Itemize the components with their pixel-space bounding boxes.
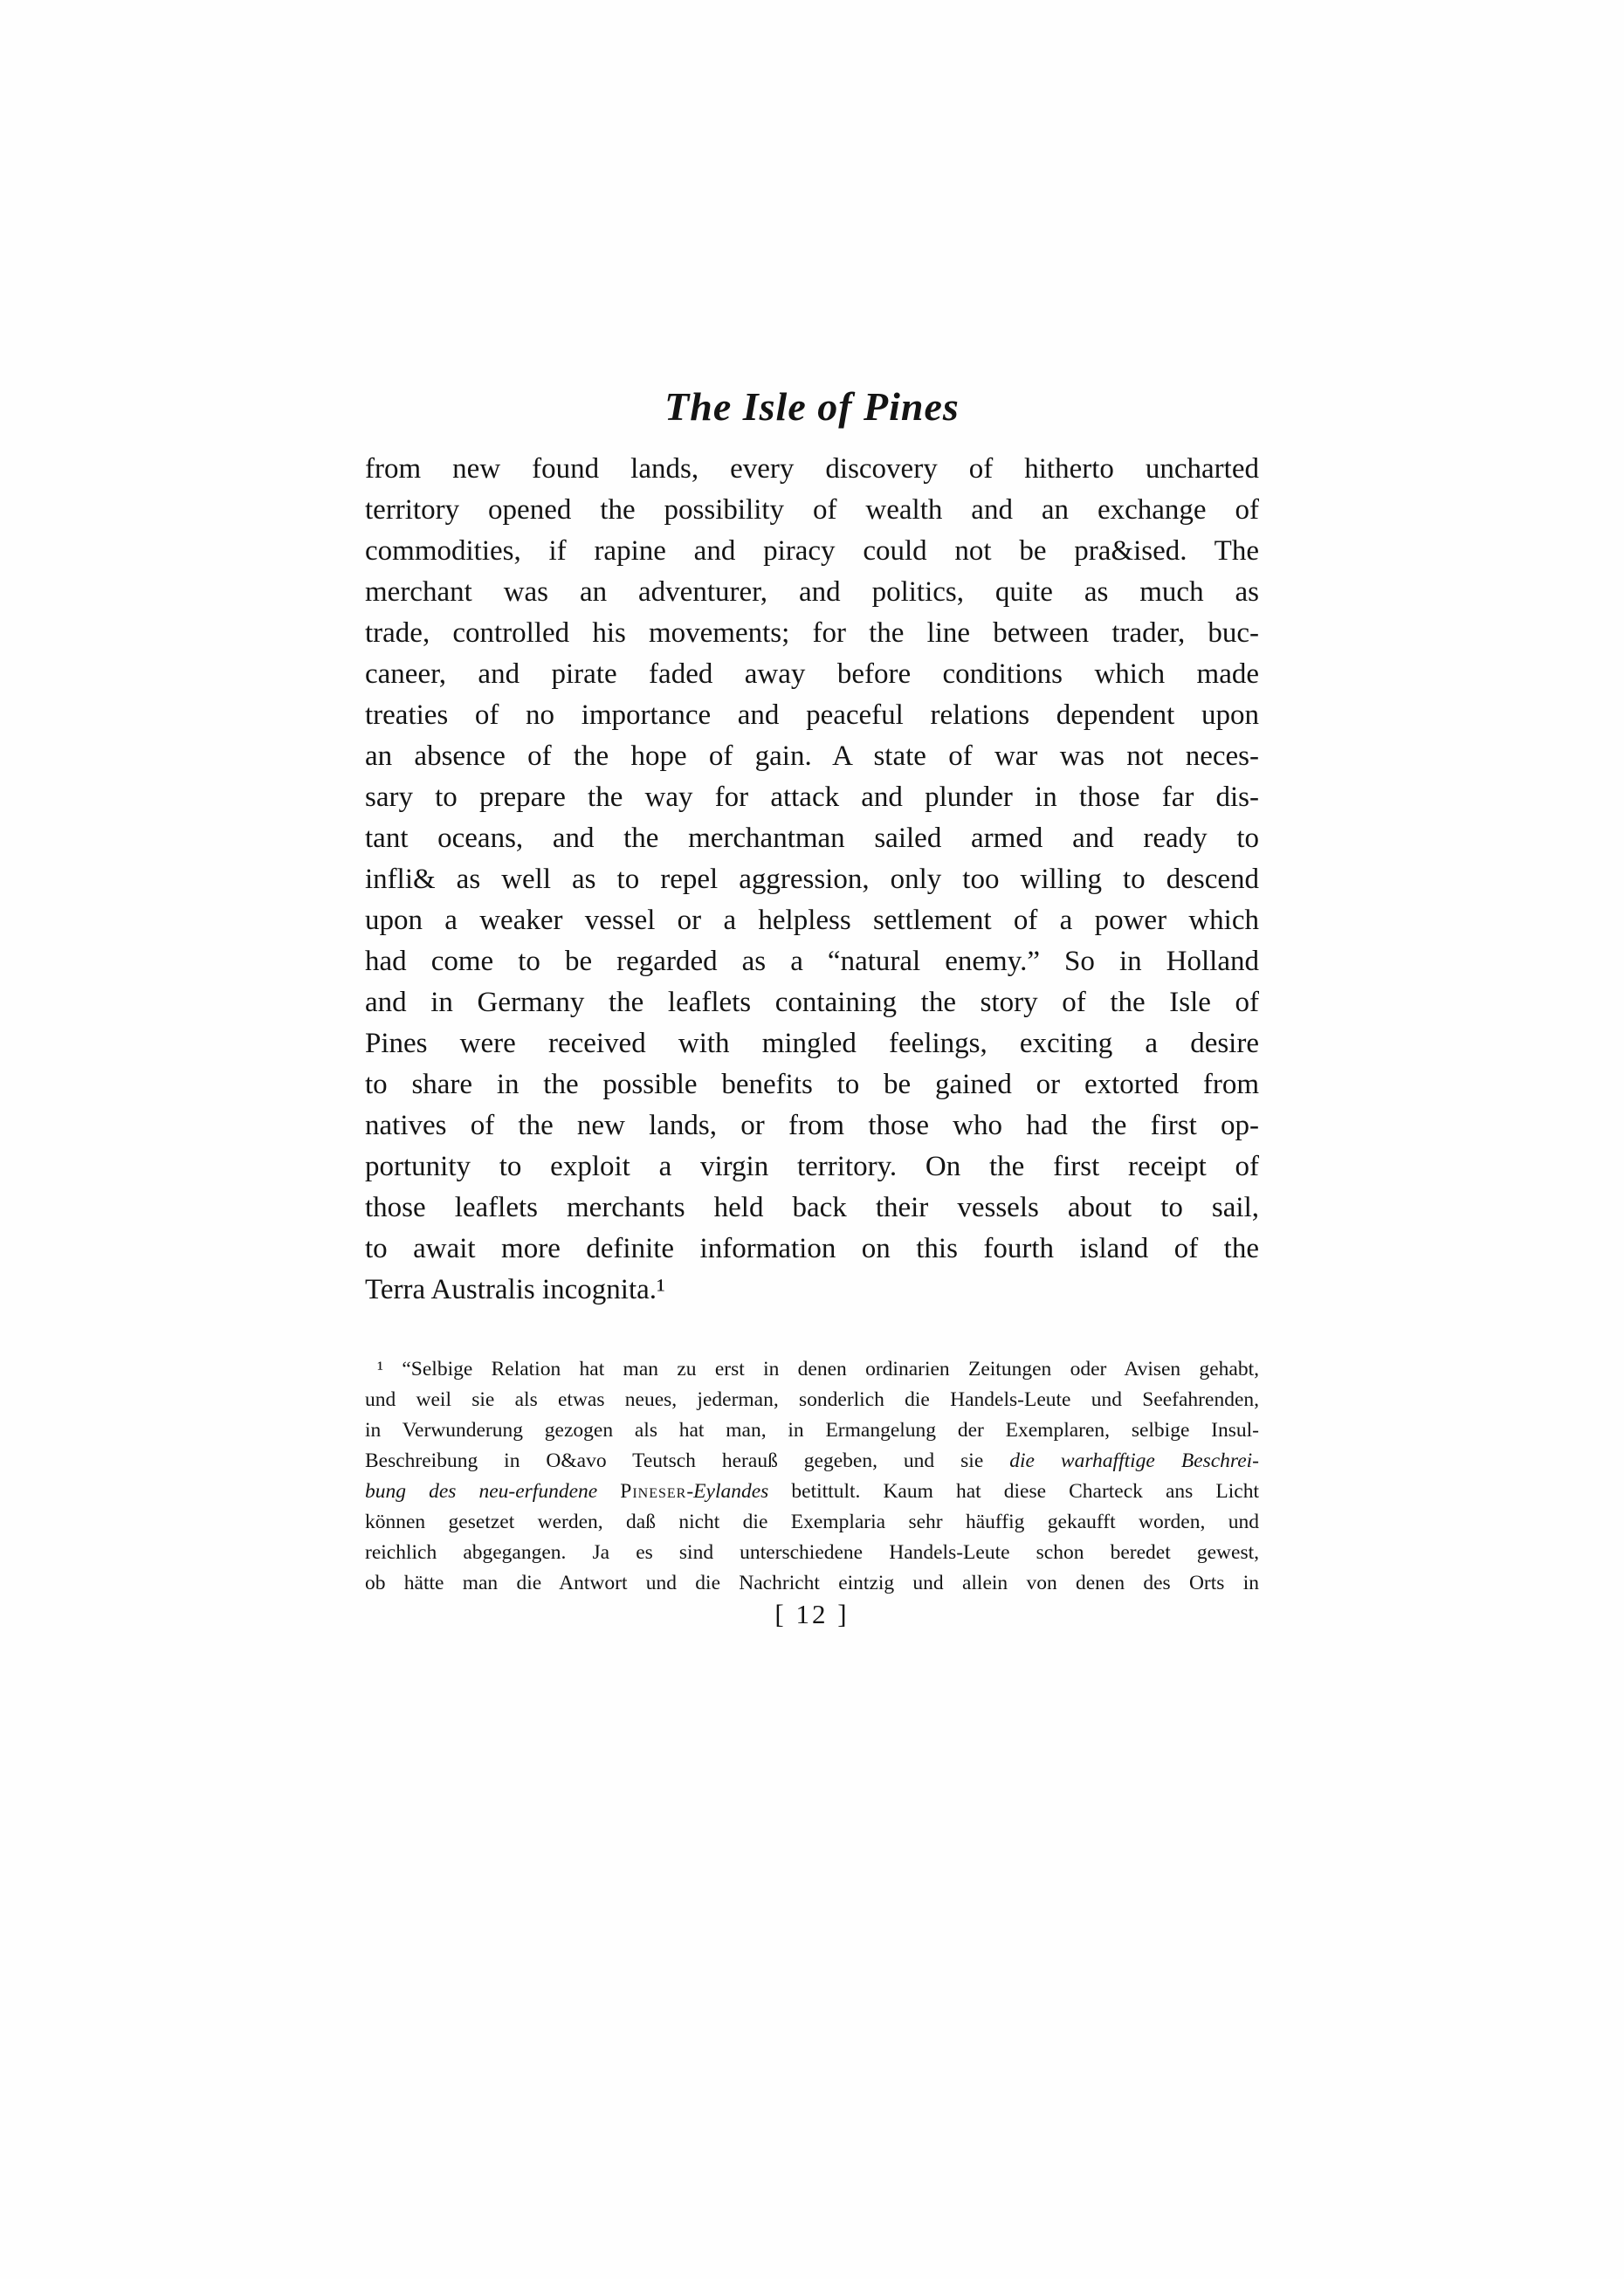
- body-line: trade, controlled his movements; for the line between trader, buc-: [365, 617, 1259, 649]
- body-line: to await more definite information on this fourth island of the: [365, 1233, 1259, 1264]
- footnote-line: [365, 1507, 1259, 1538]
- body-line: those leaflets merchants held back their vessels about to sail,: [365, 1192, 1259, 1223]
- body-line: treaties of no importance and peaceful relations dependent upon: [365, 699, 1259, 731]
- body-line: natives of the new lands, or from those who had the first op-: [365, 1110, 1259, 1141]
- footnote-line: [365, 1415, 1259, 1446]
- body-line: territory opened the possibility of wealth and an exchange of: [365, 494, 1259, 526]
- body-line: and in Germany the leaflets containing the story of the Isle of: [365, 987, 1259, 1018]
- footnote-cited-title: -Eylandes: [686, 1480, 769, 1503]
- footnote-text: in Verwunderung gezogen als hat man, in Ermangelung der Exemplaren, selbige Insul-: [365, 1419, 1259, 1442]
- body-line: had come to be regarded as a “natural enemy.” So in Holland: [365, 946, 1259, 977]
- footnote-text: können gesetzet werden, daß nicht die Exemplaria sehr häuffig gekaufft worden, und: [365, 1511, 1259, 1533]
- body-line: upon a weaker vessel or a helpless settlement of a power which: [365, 905, 1259, 936]
- body-line: infli& as well as to repel aggression, only too willing to descend: [365, 864, 1259, 895]
- footnote-cited-title: bung des neu-erfundene: [365, 1480, 621, 1503]
- body-line: Terra Australis incognita.¹: [365, 1274, 665, 1305]
- body-line: sary to prepare the way for attack and plunder in those far dis-: [365, 781, 1259, 813]
- footnote-line: [365, 1385, 1259, 1415]
- footnote-text: reichlich abgegangen. Ja es sind unterschiedene Handels-Leute schon beredet gewest,: [365, 1541, 1259, 1564]
- footnote-line: [365, 1568, 1259, 1599]
- running-title: The Isle of Pines: [664, 384, 960, 429]
- footnote-cited-title: die warhafftige Beschrei-: [1009, 1449, 1259, 1472]
- body-line: merchant was an adventurer, and politics, quite as much as: [365, 576, 1259, 608]
- footnote-line: [365, 1477, 1259, 1507]
- footnote: [365, 1354, 1259, 1599]
- body-line: from new found lands, every discovery of hitherto uncharted: [365, 453, 1259, 485]
- body-line: an absence of the hope of gain. A state of war was not neces-: [365, 740, 1259, 772]
- body-line: commodities, if rapine and piracy could not be pra&ised. The: [365, 535, 1259, 567]
- body-line: to share in the possible benefits to be gained or extorted from: [365, 1069, 1259, 1100]
- footnote-text: betittult. Kaum hat diese Charteck ans Licht: [768, 1480, 1259, 1503]
- footnote-line: [365, 1446, 1259, 1477]
- footnote-text: Beschreibung in O&avo Teutsch herauß gegeben, und sie: [365, 1449, 1010, 1472]
- footnote-text: und weil sie als etwas neues, jederman, sonderlich die Handels-Leute und Seefahrenden,: [365, 1388, 1259, 1411]
- body-line: portunity to exploit a virgin territory. On the first receipt of: [365, 1151, 1259, 1182]
- page-number: [ 12 ]: [774, 1599, 850, 1629]
- body-line: Pines were received with mingled feelings, exciting a desire: [365, 1028, 1259, 1059]
- body-line: caneer, and pirate faded away before conditions which made: [365, 658, 1259, 690]
- body-paragraph: [365, 449, 1259, 1311]
- footnote-line: [365, 1538, 1259, 1568]
- footnote-text: ob hätte man die Antwort und die Nachricht eintzig und allein von denen des Orts in: [365, 1572, 1259, 1594]
- body-line: tant oceans, and the merchantman sailed armed and ready to: [365, 823, 1259, 854]
- footnote-smallcaps-name: Pineser: [620, 1480, 687, 1503]
- footnote-line: [365, 1354, 1259, 1385]
- footnote-text: ¹ “Selbige Relation hat man zu erst in denen ordinarien Zeitungen oder Avisen gehabt,: [377, 1358, 1259, 1380]
